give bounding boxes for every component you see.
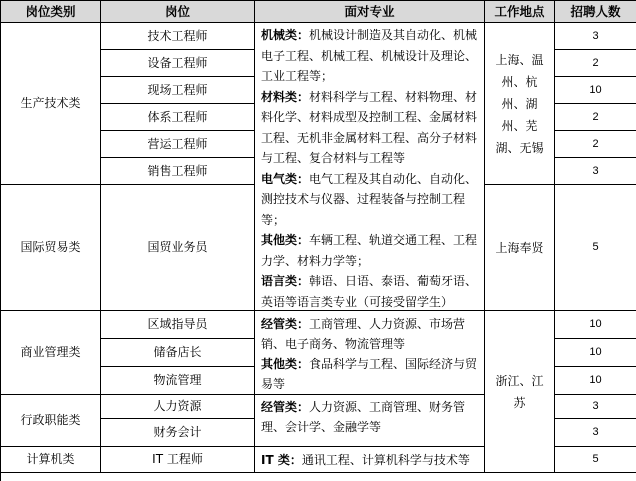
- count-cell: 10: [555, 77, 636, 104]
- location-cell: 上海、温州、杭州、湖州、芜湖、无锡: [485, 23, 555, 185]
- count-cell: 2: [555, 131, 636, 158]
- major-group: [261, 169, 480, 231]
- count-cell: 10: [555, 367, 636, 395]
- major-group-text: 韩语、日语、泰语、葡萄牙语、英语等语言类专业（可接受留学生）: [261, 274, 478, 309]
- count-cell: 3: [555, 419, 636, 447]
- major-group: [261, 87, 480, 169]
- position-cell: 国贸业务员: [101, 185, 255, 311]
- major-group-label: 机械类：: [261, 28, 310, 42]
- location-cell: 上海奉贤: [485, 185, 555, 311]
- position-cell: 人力资源: [101, 395, 255, 419]
- count-cell: 5: [555, 185, 636, 311]
- position-cell: 体系工程师: [101, 104, 255, 131]
- category-cell: 生产技术类: [1, 23, 101, 185]
- count-cell: 3: [555, 158, 636, 185]
- major-group: [261, 25, 480, 87]
- count-cell: 3: [555, 23, 636, 50]
- major-group-text: 人力资源、工商管理、财务管理、会计学、金融学等: [261, 400, 466, 434]
- majors-cell: [255, 311, 485, 395]
- major-group: [261, 230, 480, 271]
- count-cell: 5: [555, 447, 636, 473]
- position-cell: 区域指导员: [101, 311, 255, 339]
- header-major: 面对专业: [255, 1, 485, 23]
- major-group: [261, 354, 480, 394]
- category-cell: 计算机类: [1, 447, 101, 473]
- major-group: [261, 271, 480, 311]
- count-cell: 3: [555, 395, 636, 419]
- category-cell: 行政职能类: [1, 395, 101, 447]
- position-cell: 营运工程师: [101, 131, 255, 158]
- major-group-text: 机械设计制造及其自动化、机械电子工程、机械工程、机械设计及理论、工业工程等；: [261, 28, 478, 83]
- majors-cell: [255, 395, 485, 447]
- count-cell: 2: [555, 50, 636, 77]
- major-group-text: 车辆工程、轨道交通工程、工程力学、材料力学等；: [261, 233, 478, 268]
- major-group-label: 其他类：: [261, 357, 310, 371]
- major-group-label: 语言类：: [261, 274, 310, 288]
- position-cell: IT 工程师: [101, 447, 255, 473]
- major-group-text: 电气工程及其自动化、自动化、测控技术与仪器、过程装备与控制工程等；: [261, 171, 478, 227]
- major-group-label: 电气类：: [261, 171, 310, 186]
- major-group: [261, 397, 480, 437]
- position-cell: 技术工程师: [101, 23, 255, 50]
- major-group: [261, 314, 480, 354]
- major-group-label: IT 类：: [261, 453, 302, 467]
- count-cell: 10: [555, 339, 636, 367]
- major-group: [261, 450, 480, 470]
- major-group-text: 食品科学与工程、国际经济与贸易等: [261, 357, 478, 391]
- position-cell: 财务会计: [101, 419, 255, 447]
- location-cell: 浙江、江苏: [485, 311, 555, 473]
- major-group-text: 通讯工程、计算机科学与技术等: [301, 453, 470, 467]
- category-cell: 商业管理类: [1, 311, 101, 395]
- majors-cell: [255, 447, 485, 473]
- major-group-text: 材料科学与工程、材料物理、材料化学、材料成型及控制工程、金属材料工程、无机非金属材料工程、高分子材料与工程、复合材料与工程等: [261, 89, 478, 165]
- position-cell: 储备店长: [101, 339, 255, 367]
- majors-cell: [255, 23, 485, 311]
- header-count: 招聘人数: [555, 1, 636, 23]
- category-cell: 国际贸易类: [1, 185, 101, 311]
- position-cell: 现场工程师: [101, 77, 255, 104]
- count-cell: 10: [555, 311, 636, 339]
- count-cell: 2: [555, 104, 636, 131]
- major-group-text: 工商管理、人力资源、市场营销、电子商务、物流管理等: [261, 317, 466, 351]
- major-group-label: 材料类：: [261, 89, 310, 104]
- header-location: 工作地点: [485, 1, 555, 23]
- major-group-label: 经管类：: [261, 317, 310, 331]
- header-position: 岗位: [101, 1, 255, 23]
- major-group-label: 其他类：: [261, 233, 310, 247]
- position-cell: 销售工程师: [101, 158, 255, 185]
- position-cell: 物流管理: [101, 367, 255, 395]
- header-category: 岗位类别: [1, 1, 101, 23]
- position-cell: 设备工程师: [101, 50, 255, 77]
- major-group-label: 经管类：: [261, 400, 310, 414]
